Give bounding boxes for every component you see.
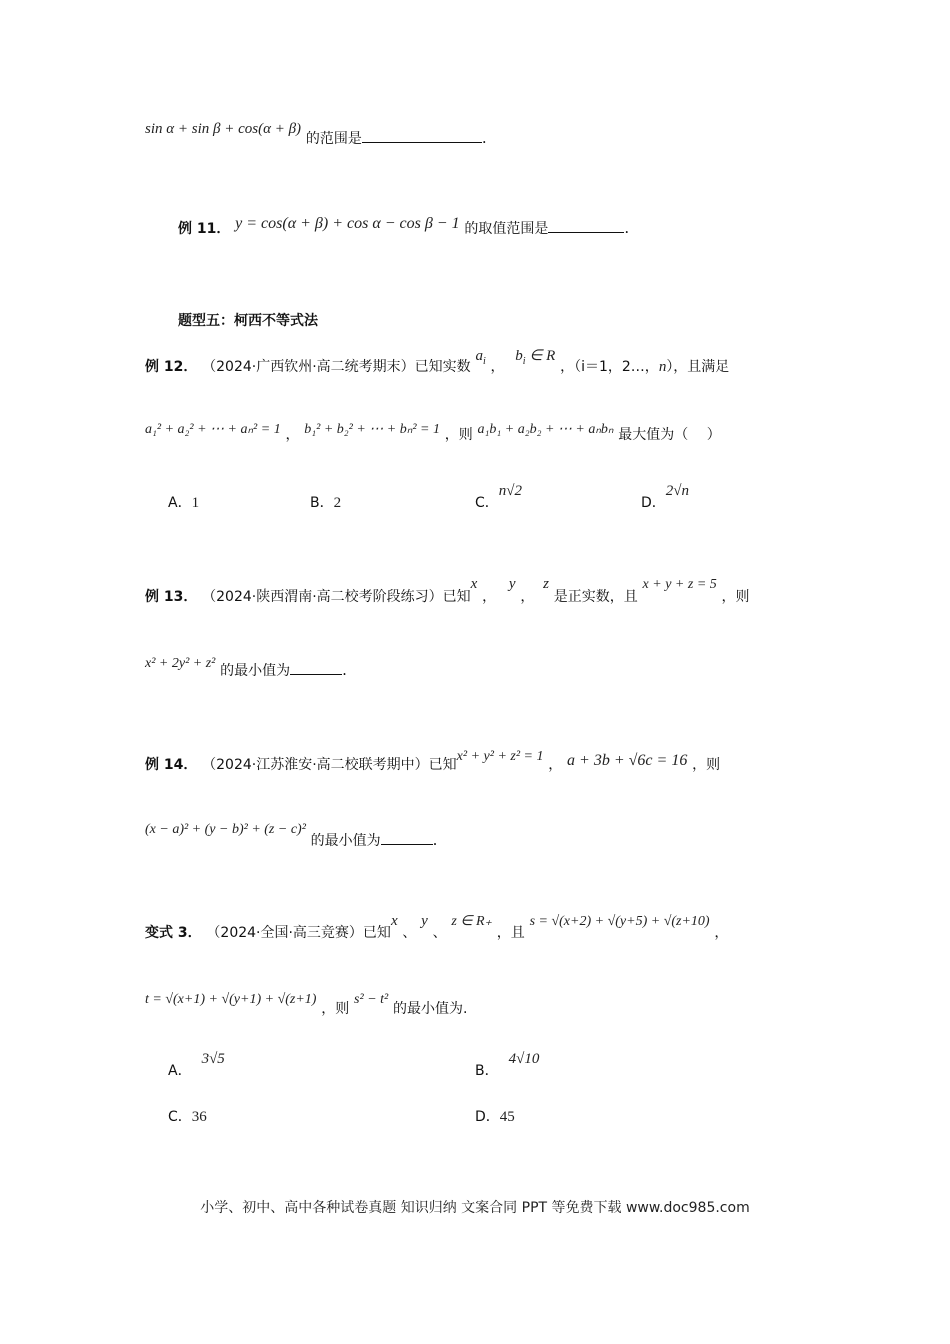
var-z: z (543, 576, 549, 592)
comma: ， (490, 359, 505, 375)
variant-3-line-1 (145, 910, 729, 941)
comma: ， (548, 757, 563, 773)
example-11-expression: y = cos(α + β) + cos α − cos β − 1 (235, 215, 460, 232)
index-range: ，（i＝1，2…，n），且满足 (560, 359, 730, 375)
sum-expression: a₁b₁ + a₂b₂ + ⋯ + aₙbₙ (477, 422, 614, 437)
example-11 (178, 213, 630, 237)
example-14-source: （2024·江苏淮安·高二校联考期中）已知 (202, 757, 457, 773)
option-c[interactable] (168, 1106, 207, 1126)
positive-text: 是正实数，且 (553, 589, 638, 605)
option-letter: B． (310, 495, 334, 511)
comma: ， (482, 589, 497, 605)
option-letter: C． (168, 1109, 192, 1125)
separator: 、 (402, 925, 417, 941)
example-14-expression: (x − a)² + (y − b)² + (z − c)² (145, 822, 306, 837)
option-value: 4√10 (508, 1051, 540, 1067)
comma: ， (520, 589, 535, 605)
option-c[interactable] (475, 483, 523, 512)
option-value: 1 (191, 495, 200, 511)
question-text: 最大值为（ ） (618, 427, 721, 443)
example-12-line-1 (145, 345, 730, 375)
option-value: n√2 (498, 483, 523, 499)
s-definition: s = √(x+2) + √(y+5) + √(z+10) (529, 914, 710, 929)
example-13-blank (290, 660, 342, 675)
var-x: x (390, 913, 398, 929)
variant-3-line-2 (145, 988, 468, 1017)
option-value: 3√5 (201, 1051, 225, 1067)
period: . (624, 219, 630, 237)
example-11-label: 例 11． (178, 221, 231, 237)
period: . (342, 661, 347, 679)
option-letter: A． (168, 1063, 192, 1079)
condition-a: a₁² + a₂² + ⋯ + aₙ² = 1 (145, 422, 281, 437)
range-text: 的范围是 (305, 131, 362, 147)
period: . (481, 129, 487, 147)
then-text: ，则 (321, 1001, 350, 1017)
example-13-question: 的最小值为 (220, 663, 291, 679)
example-11-question: 的取值范围是 (464, 221, 549, 237)
example-14-line-2 (145, 818, 438, 849)
plane-condition: a + 3b + √6c = 16 (567, 752, 688, 769)
var-y: y (421, 913, 428, 929)
section-title: 题型五：柯西不等式法 (178, 313, 318, 329)
option-letter: B． (475, 1063, 499, 1079)
answer-blank (362, 128, 482, 143)
option-value: 36 (191, 1109, 207, 1125)
variant-3-question: 的最小值为. (393, 1001, 468, 1017)
option-letter: D． (641, 495, 666, 511)
then-text: ，则 (721, 589, 750, 605)
comma: ， (285, 427, 300, 443)
var-a-i: $a_i$ (475, 348, 486, 367)
example-12-line-2 (145, 418, 721, 443)
example-14-question: 的最小值为 (310, 833, 381, 849)
option-b[interactable] (475, 1051, 540, 1080)
condition-b: b₁² + b₂² + ⋯ + bₙ² = 1 (304, 422, 440, 437)
option-d[interactable] (475, 1106, 515, 1126)
t-definition: t = √(x+1) + √(y+1) + √(z+1) (145, 992, 317, 1007)
option-value: 2√n (665, 483, 690, 499)
example-13-expression: x² + 2y² + z² (145, 656, 216, 671)
footer-text: 小学、初中、高中各种试卷真题 知识归纳 文案合同 PPT 等免费下载 www.doc985.com (200, 1200, 750, 1216)
example-13-source: （2024·陕西渭南·高二校考阶段练习）已知 (202, 589, 471, 605)
example-13-line-2 (145, 652, 347, 679)
example-14-blank (381, 830, 433, 845)
unit-sphere-condition: x² + y² + z² = 1 (456, 749, 544, 764)
then-text: ，则 (692, 757, 721, 773)
option-value: 2 (333, 495, 342, 511)
var-b-i: $b_i$ ∈ R (515, 348, 556, 367)
example-11-blank (548, 218, 624, 233)
option-value: 45 (499, 1109, 515, 1125)
option-letter: A． (168, 495, 192, 511)
option-d[interactable] (641, 483, 690, 512)
then-text: ，则 (444, 427, 473, 443)
difference-expression: s² − t² (354, 992, 389, 1007)
option-b[interactable] (310, 492, 341, 512)
example-14-label: 例 14． (145, 757, 198, 773)
separator: 、 (432, 925, 447, 941)
problem-line-range (145, 118, 487, 147)
comma: ， (714, 925, 729, 941)
trig-expression: sin α + sin β + cos(α + β) (145, 121, 302, 137)
example-14-line-1 (145, 745, 721, 773)
period: . (432, 831, 438, 849)
example-12-label: 例 12． (145, 359, 198, 375)
and-text: ，且 (496, 925, 525, 941)
option-a[interactable] (168, 492, 199, 512)
sum-condition: x + y + z = 5 (642, 577, 717, 592)
var-z-domain: z ∈ R₊ (451, 914, 492, 929)
option-letter: C． (475, 495, 499, 511)
example-13-label: 例 13． (145, 589, 198, 605)
var-y: y (508, 576, 516, 592)
var-x: x (470, 576, 478, 592)
example-13-line-1 (145, 573, 750, 605)
option-letter: D． (475, 1109, 500, 1125)
variant-3-label: 变式 3． (145, 925, 202, 941)
example-12-source: （2024·广西钦州·高二统考期末）已知实数 (202, 359, 471, 375)
variant-3-source: （2024·全国·高三竞赛）已知 (206, 925, 391, 941)
option-a[interactable] (168, 1051, 225, 1080)
